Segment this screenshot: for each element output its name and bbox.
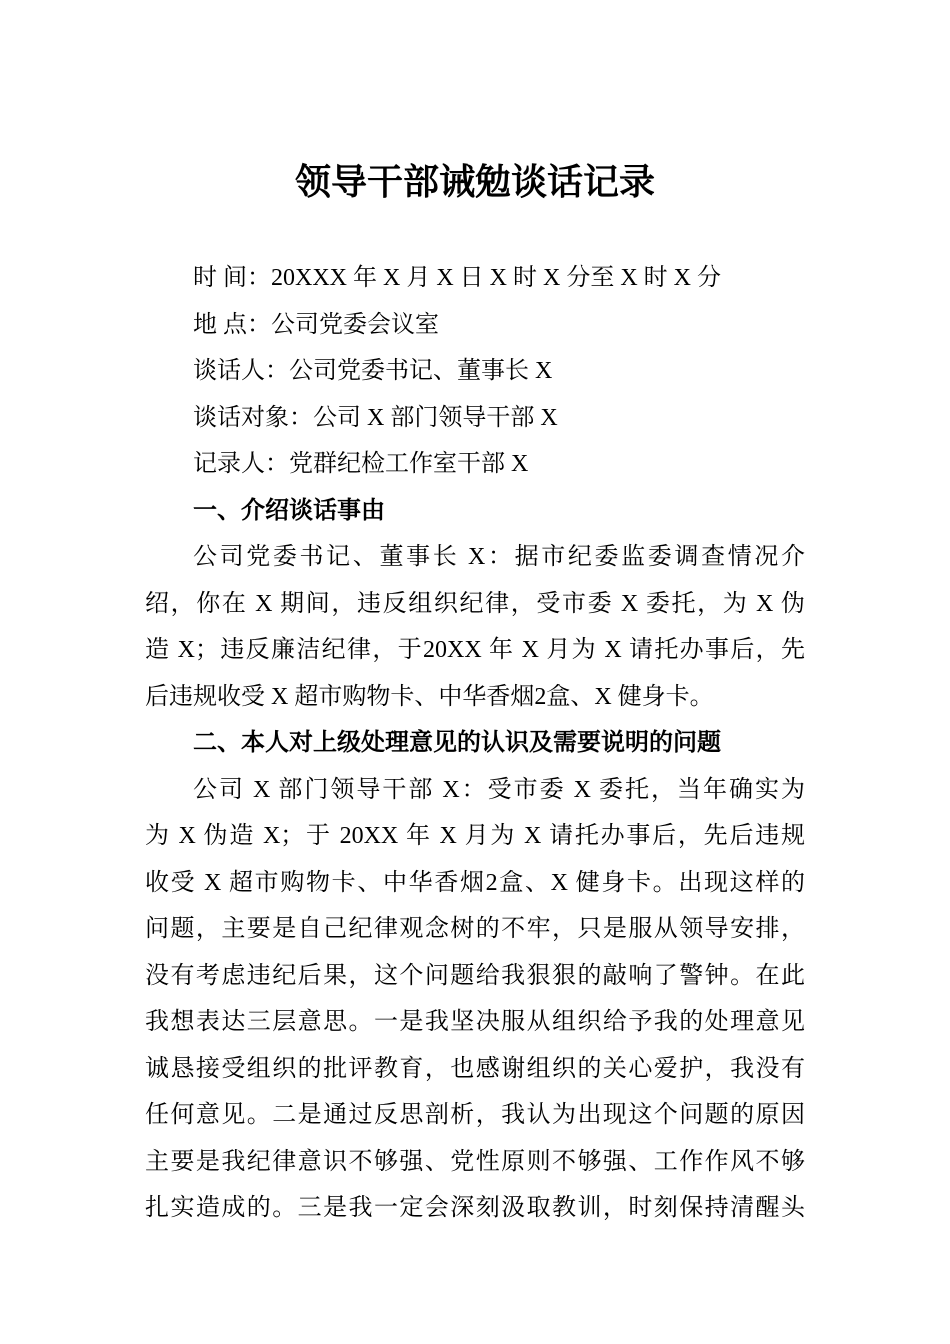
section2-paragraph-line: 问题，主要是自己纪律观念树的不牢，只是服从领导安排， (145, 916, 805, 942)
document-title: 领导干部诫勉谈话记录 (294, 162, 655, 202)
meta-line-time: 时 间：20XXX 年 X 月 X 日 X 时 X 分至 X 时 X 分 (193, 265, 721, 291)
meta-line-interviewer: 谈话人：公司党委书记、董事长 X (193, 358, 553, 384)
section1-paragraph-line: 绍，你在 X 期间，违反组织纪律，受市委 X 委托，为 X 伪 (145, 590, 805, 617)
section1-heading: 一、介绍谈话事由 (193, 496, 385, 524)
section2-paragraph-line: 我想表达三层意思。一是我坚决服从组织给予我的处理意见 (145, 1009, 805, 1035)
meta-line-interviewee: 谈话对象：公司 X 部门领导干部 X (193, 404, 558, 431)
section1-paragraph-line: 后违规收受 X 超市购物卡、中华香烟2盒、X 健身卡。 (145, 683, 714, 710)
section2-paragraph-line: 任何意见。二是通过反思剖析，我认为出现这个问题的原因 (145, 1102, 805, 1128)
section2-paragraph-line: 公司 X 部门领导干部 X：受市委 X 委托，当年确实为 (193, 776, 805, 803)
meta-line-place: 地 点：公司党委会议室 (193, 311, 439, 338)
document-content (145, 0, 805, 1232)
section2-paragraph-line: 为 X 伪造 X；于 20XX 年 X 月为 X 请托办事后，先后违规 (145, 823, 805, 849)
section2-paragraph-line: 收受 X 超市购物卡、中华香烟2盒、X 健身卡。出现这样的 (145, 869, 805, 896)
section2-paragraph-line: 扎实造成的。三是我一定会深刻汲取教训，时刻保持清醒头 (145, 1195, 805, 1221)
section1-paragraph-line: 造 X；违反廉洁纪律，于20XX 年 X 月为 X 请托办事后，先 (145, 637, 805, 663)
section2-heading: 二、本人对上级处理意见的认识及需要说明的问题 (193, 729, 721, 756)
section2-paragraph-line: 主要是我纪律意识不够强、党性原则不够强、工作作风不够 (145, 1148, 805, 1175)
section2-paragraph-line: 没有考虑违纪后果，这个问题给我狠狠的敲响了警钟。在此 (145, 962, 805, 989)
meta-line-recorder: 记录人：党群纪检工作室干部 X (193, 451, 529, 477)
section1-paragraph-line: 公司党委书记、董事长 X：据市纪委监委调查情况介 (193, 544, 805, 570)
document-body (145, 255, 805, 1232)
section2-paragraph-line: 诚恳接受组织的批评教育，也感谢组织的关心爱护，我没有 (145, 1055, 805, 1082)
